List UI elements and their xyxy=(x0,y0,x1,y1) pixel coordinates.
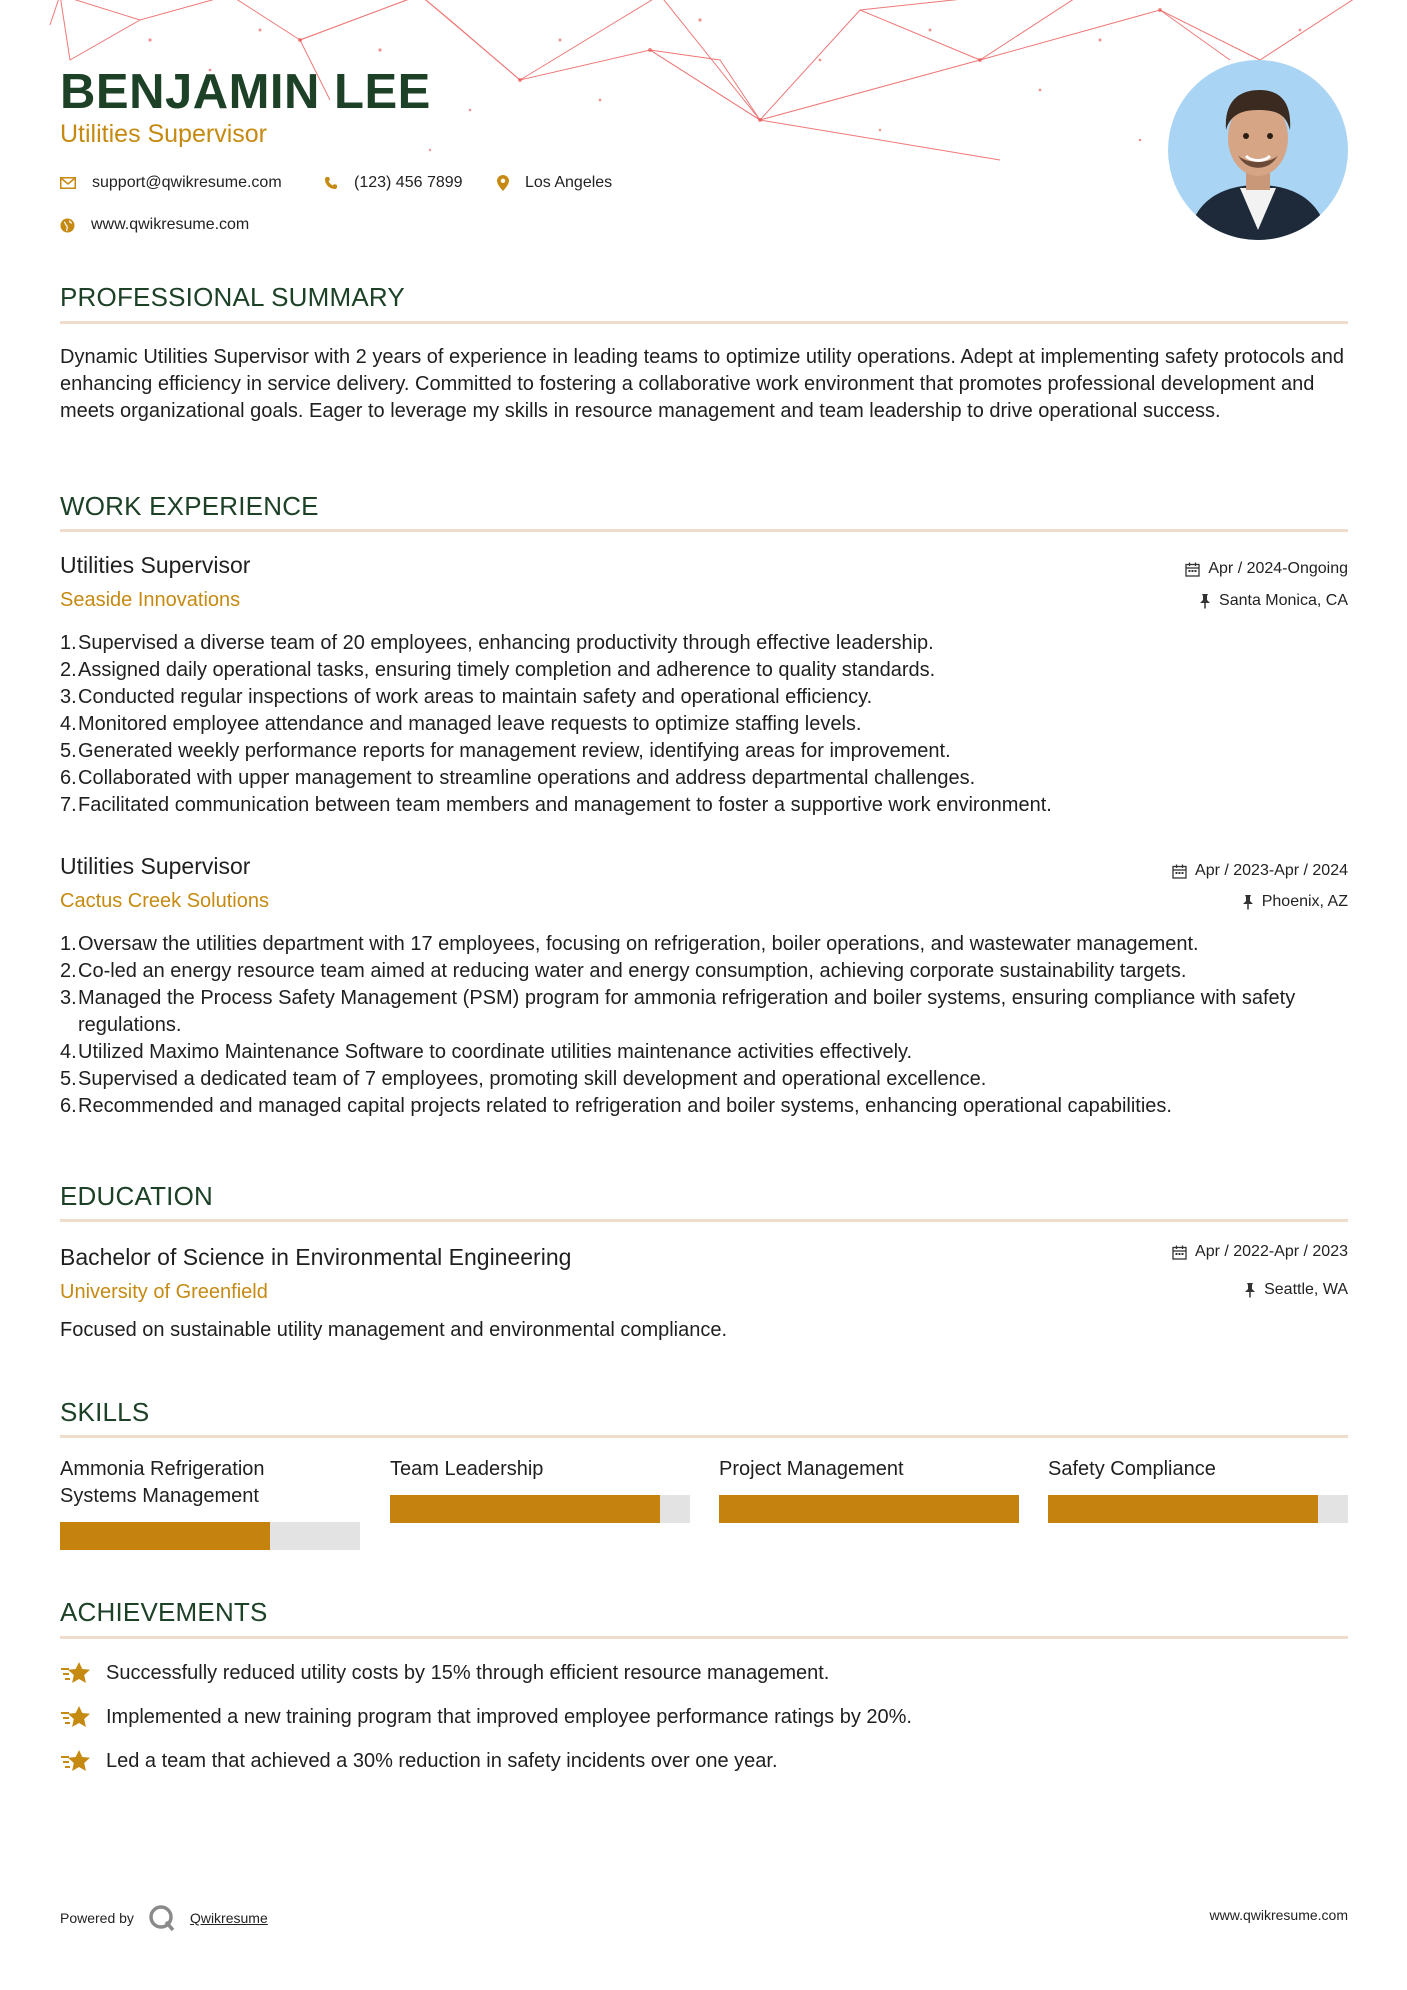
candidate-name: BENJAMIN LEE xyxy=(60,65,431,119)
achievement-text: Led a team that achieved a 30% reduction in safety incidents over one year. xyxy=(106,1749,778,1772)
education-dates-text: Apr / 2022-Apr / 2023 xyxy=(1195,1243,1348,1260)
job-location xyxy=(1199,592,1348,610)
summary-heading: PROFESSIONAL SUMMARY xyxy=(60,282,405,312)
skill-level-bar xyxy=(1048,1495,1348,1523)
skill-label: Safety Compliance xyxy=(1048,1458,1216,1480)
globe-icon xyxy=(60,218,75,233)
footer-powered-by xyxy=(60,1904,268,1932)
calendar-icon xyxy=(1172,864,1187,879)
achievement-item xyxy=(60,1704,912,1730)
job-bullets xyxy=(60,630,1360,819)
skill-item xyxy=(390,1456,690,1483)
pushpin-icon xyxy=(1244,1282,1256,1298)
education-heading: EDUCATION xyxy=(60,1181,213,1211)
profile-photo xyxy=(1168,60,1348,240)
education-location xyxy=(1244,1281,1348,1299)
job-location-text: Phoenix, AZ xyxy=(1261,893,1348,910)
experience-heading: WORK EXPERIENCE xyxy=(60,491,319,521)
skill-item xyxy=(60,1456,360,1510)
achievement-item xyxy=(60,1660,829,1686)
list-item: 6. Recommended and managed capital projects related to refrigeration and boiler systems, enhancing operational capabilities. xyxy=(60,1095,1172,1117)
list-item: 5. Generated weekly performance reports for management review, identifying areas for improvement. xyxy=(60,740,951,762)
pushpin-icon xyxy=(1242,894,1254,910)
job-company: Cactus Creek Solutions xyxy=(60,890,269,912)
education-school: University of Greenfield xyxy=(60,1281,268,1303)
skill-label: Project Management xyxy=(719,1458,904,1480)
skill-level-bar xyxy=(60,1522,360,1550)
skill-label: Ammonia Refrigeration Systems Management xyxy=(60,1458,265,1507)
email-text: support@qwikresume.com xyxy=(92,174,282,191)
education-dates xyxy=(1172,1243,1348,1261)
star-icon xyxy=(60,1704,92,1730)
skill-level-bar xyxy=(390,1495,690,1523)
envelope-icon xyxy=(60,177,76,189)
job-dates xyxy=(1172,862,1348,880)
contact-location xyxy=(497,174,612,192)
job-company: Seaside Innovations xyxy=(60,589,241,611)
skill-level-bar xyxy=(719,1495,1019,1523)
job-dates xyxy=(1185,560,1348,578)
achievement-text: Successfully reduced utility costs by 15% through efficient resource management. xyxy=(106,1661,830,1684)
summary-divider xyxy=(60,321,1348,324)
job-title: Utilities Supervisor xyxy=(60,552,251,578)
summary-text: Dynamic Utilities Supervisor with 2 years of experience in leading teams to optimize utility operations. Adept at implementing safety protocols and enhancing efficiency in service delivery. Committed to fostering a collaborative work environment that promotes professional development and meets organizational goals. Eager to leverage my skills in resource management and team leadership to drive operational success. xyxy=(60,346,1344,422)
candidate-role: Utilities Supervisor xyxy=(60,120,268,148)
skill-level-fill xyxy=(60,1522,270,1550)
phone-icon xyxy=(324,176,338,190)
job-dates-text: Apr / 2024-Ongoing xyxy=(1208,560,1348,577)
pushpin-icon xyxy=(1199,593,1211,609)
contact-email[interactable] xyxy=(60,174,282,192)
calendar-icon xyxy=(1185,562,1200,577)
list-item: 7. Facilitated communication between team members and management to foster a supportive work environment. xyxy=(60,794,1052,816)
skill-item xyxy=(1048,1456,1348,1483)
qwikresume-logo-icon xyxy=(148,1904,176,1932)
skills-divider xyxy=(60,1435,1348,1438)
website-text: www.qwikresume.com xyxy=(91,216,250,233)
list-item: 4. Monitored employee attendance and managed leave requests to optimize staffing levels. xyxy=(60,713,862,735)
education-description: Focused on sustainable utility management and environmental compliance. xyxy=(60,1319,728,1341)
phone-text: (123) 456 7899 xyxy=(354,174,463,191)
achievement-text: Implemented a new training program that improved employee performance ratings by 20%. xyxy=(106,1705,912,1728)
qwikresume-link[interactable]: Qwikresume xyxy=(189,1910,268,1926)
skill-level-fill xyxy=(1048,1495,1318,1523)
skill-level-fill xyxy=(390,1495,660,1523)
experience-divider xyxy=(60,529,1348,532)
list-item: 5. Supervised a dedicated team of 7 employees, promoting skill development and operational excellence. xyxy=(60,1068,987,1090)
skill-label: Team Leadership xyxy=(390,1458,544,1480)
list-item: 1. Supervised a diverse team of 20 employees, enhancing productivity through effective leadership. xyxy=(60,632,934,654)
skills-heading: SKILLS xyxy=(60,1397,150,1427)
list-item: 4. Utilized Maximo Maintenance Software to coordinate utilities maintenance activities effectively. xyxy=(60,1041,913,1063)
list-item: 2. Co-led an energy resource team aimed at reducing water and energy consumption, achieving corporate sustainability targets. xyxy=(60,960,1187,982)
list-item: 3. Conducted regular inspections of work areas to maintain safety and operational efficiency. xyxy=(60,686,873,708)
education-degree: Bachelor of Science in Environmental Engineering xyxy=(60,1244,572,1270)
calendar-icon xyxy=(1172,1245,1187,1260)
list-item: 2. Assigned daily operational tasks, ensuring timely completion and adherence to quality standards. xyxy=(60,659,936,681)
list-item: 6. Collaborated with upper management to streamline operations and address departmental challenges. xyxy=(60,767,976,789)
achievements-heading: ACHIEVEMENTS xyxy=(60,1597,268,1627)
job-title: Utilities Supervisor xyxy=(60,853,251,879)
location-text: Los Angeles xyxy=(525,174,613,191)
list-item: 1. Oversaw the utilities department with 17 employees, focusing on refrigeration, boiler operations, and wastewater management. xyxy=(60,933,1199,955)
achievement-item xyxy=(60,1748,778,1774)
star-icon xyxy=(60,1660,92,1686)
job-location xyxy=(1242,893,1348,911)
skill-level-fill xyxy=(719,1495,1019,1523)
star-icon xyxy=(60,1748,92,1774)
education-location-text: Seattle, WA xyxy=(1264,1281,1348,1298)
map-pin-icon xyxy=(497,175,509,191)
job-location-text: Santa Monica, CA xyxy=(1219,592,1348,609)
skill-item xyxy=(719,1456,1019,1483)
education-divider xyxy=(60,1219,1348,1222)
contact-website[interactable] xyxy=(60,216,249,234)
achievements-divider xyxy=(60,1636,1348,1639)
powered-by-text: Powered by xyxy=(60,1910,134,1926)
contact-phone[interactable] xyxy=(324,174,463,192)
job-dates-text: Apr / 2023-Apr / 2024 xyxy=(1195,862,1348,879)
job-bullets xyxy=(60,931,1350,1120)
footer-website[interactable]: www.qwikresume.com xyxy=(1209,1907,1348,1923)
list-item: 3. Managed the Process Safety Management (PSM) program for ammonia refrigeration and boiler systems, ensuring compliance with safety regulations. xyxy=(60,987,1296,1036)
